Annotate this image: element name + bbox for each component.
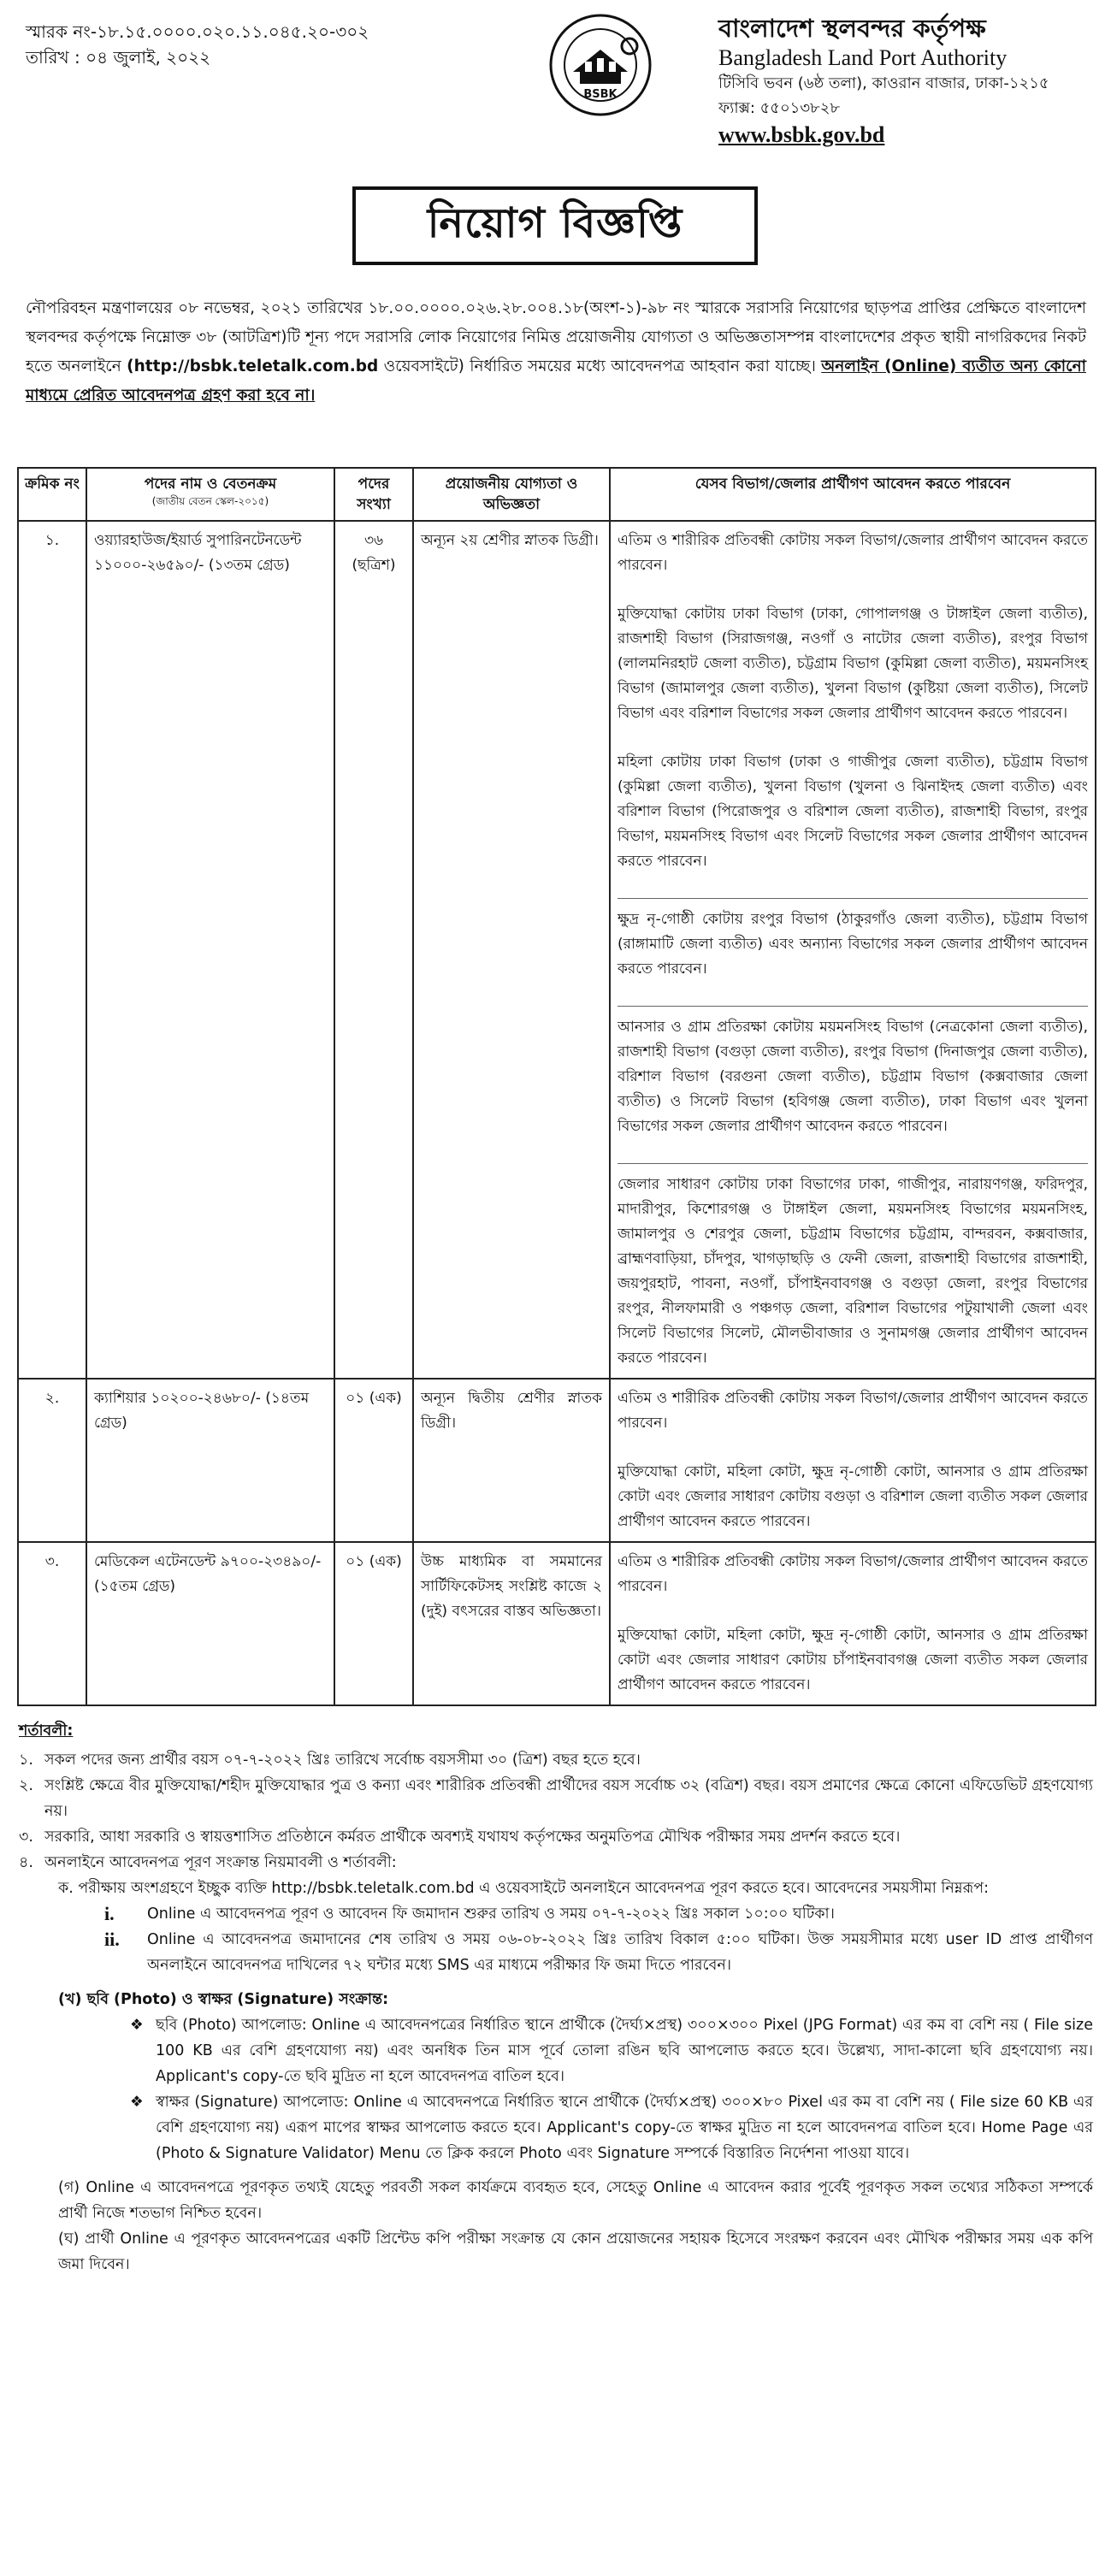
term-item — [19, 1824, 1093, 1850]
table-row — [18, 521, 1096, 1379]
district-paragraph: এতিম ও শারীরিক প্রতিবন্ধী কোটায় সকল বিভাগ/জেলার প্রার্থীগণ আবেদন করতে পারবেন। — [618, 1553, 1088, 1595]
cell-count: ০১ (এক) — [334, 1379, 413, 1542]
cell-serial: ৩. — [18, 1542, 86, 1705]
deadline-text: Online এ আবেদনপত্র পূরণ ও আবেদন ফি জমাদান শুরুর তারিখ ও সময় ০৭-৭-২০২২ খ্রিঃ সকাল ১০:০০ ঘটিকা। — [147, 1905, 835, 1923]
intro-text-2: ওয়েবসাইটে) নির্ধারিত সময়ের মধ্যে আবেদনপত্র আহবান করা যাচ্ছে। — [378, 357, 822, 375]
cell-districts — [610, 1379, 1096, 1542]
term-number: ৩. — [19, 1829, 33, 1846]
term-item — [19, 1850, 1093, 1876]
signature-rule-text: স্বাক্ষর (Signature) আপলোড: Online এ আবেদনপত্রে নির্ধারিত স্থানে প্রার্থীকে (দৈর্ঘ্য×প্রস্থ) ৩০০×৮০ Pixel এর কম বা বেশি নয় ( File size 60 KB এর বেশি গ্রহণযোগ্য নয়) এরূপ মাপের স্বাক্ষর আপলোড করতে হবে। Applicant's copy-তে স্বাক্ষর মুদ্রিত না হলে আবেদনপত্র বাতিল হবে। Home Page এর (Photo & Signature Validator) Menu তে ক্লিক করলে Photo এবং Signature সম্পর্কে বিস্তারিত নির্দেশনা পাওয়া যাবে। — [156, 2094, 1093, 2162]
term-text: সকল পদের জন্য প্রার্থীর বয়স ০৭-৭-২০২২ খ্রিঃ তারিখে সর্বোচ্চ বয়সসীমা ৩০ (ত্রিশ) বছর হতে হবে। — [44, 1752, 641, 1769]
district-paragraph: মুক্তিযোদ্ধা কোটা, মহিলা কোটা, ক্ষুদ্র নৃ-গোষ্ঠী কোটা, আনসার ও গ্রাম প্রতিরক্ষা কোটা এবং জেলার সাধারণ কোটায় চাঁপাইনবাবগঞ্জ জেলা ব্যতীত সকল জেলার প্রার্থীগণ আবেদন করতে পারবেন। — [618, 1627, 1088, 1693]
cell-districts — [610, 521, 1096, 1379]
memo-block — [26, 19, 369, 70]
district-paragraph: মুক্তিযোদ্ধা কোটায় ঢাকা বিভাগ (ঢাকা, গোপালগঞ্জ ও টাঙ্গাইল জেলা ব্যতীত), রাজশাহী বিভাগ (সিরাজগঞ্জ, নওগাঁ ও নাটোর জেলা ব্যতীত), রংপুর বিভাগ (লালমনিরহাট জেলা ব্যতীত), চট্টগ্রাম বিভাগ (কুমিল্লা জেলা ব্যতীত), ময়মনসিংহ বিভাগ (জামালপুর জেলা ব্যতীত), খুলনা বিভাগ (কুষ্টিয়া জেলা ব্যতীত), সিলেট বিভাগ এবং বরিশাল বিভাগের সকল জেলার প্রার্থীগণ আবেদন করতে পারবেন। — [618, 606, 1088, 722]
application-link[interactable]: (http://bsbk.teletalk.com.bd — [127, 357, 379, 375]
memo-date: তারিখ : ০৪ জুলাই, ২০২২ — [26, 47, 211, 68]
cell-qualification: উচ্চ মাধ্যমিক বা সমমানের সার্টিফিকেটসহ সংশ্লিষ্ট কাজে ২ (দুই) বৎসরের বাস্তব অভিজ্ঞতা। — [413, 1542, 610, 1705]
header-qualification: প্রয়োজনীয় যোগ্যতা ও অভিজ্ঞতা — [413, 468, 610, 521]
cell-count: ৩৬ (ছত্রিশ) — [334, 521, 413, 1379]
table-row — [18, 1542, 1096, 1705]
term-sub-gha: (ঘ) প্রার্থী Online এ পূরণকৃত আবেদনপত্রের একটি প্রিন্টেড কপি পরীক্ষা সংক্রান্ত যে কোন প্রয়োজনের সহায়ক হিসেবে সংরক্ষণ করবেন এবং মৌখিক পরীক্ষার সময় এক কপি জমা দিবেন। — [58, 2230, 1093, 2273]
deadline-item — [19, 1927, 1093, 1978]
intro-text: নৌপরিবহন মন্ত্রণালয়ের ০৮ নভেম্বর, ২০২১ তারিখের ১৮.০০.০০০০.০২৬.২৮.০০৪.১৮(অংশ-১)-৯৮ নং স্মারকে সরাসরি নিয়োগের ছাড়পত্র প্রাপ্তির প্রেক্ষিতে বাংলাদেশ স্থলবন্দর কর্তৃপক্ষে নিম্নোক্ত ৩৮ (আটত্রিশ)টি শূন্য পদে সরাসরি লোক নিয়োগের নিমিত্ত প্রয়োজনীয় যোগ্যতা ও অভিজ্ঞতাসম্পন্ন বাংলাদেশের প্রকৃত স্থায়ী নাগরিকদের নিকট হতে অনলাইনে — [26, 299, 1086, 375]
online-only-note: অনলাইন (Online) ব্যতীত অন্য কোনো মাধ্যমে প্রেরিত আবেদনপত্র গ্রহণ করা হবে না। — [26, 357, 1086, 405]
org-website-link[interactable]: www.bsbk.gov.bd — [718, 122, 885, 147]
roman-number: ii. — [104, 1929, 120, 1950]
term-item — [19, 1747, 1093, 1773]
cell-count: ০১ (এক) — [334, 1542, 413, 1705]
cell-serial: ২. — [18, 1379, 86, 1542]
term-number: ৪. — [19, 1854, 33, 1871]
deadline-item — [19, 1901, 1093, 1927]
cell-post: মেডিকেল এটেনডেন্ট ৯৭০০-২৩৪৯০/- (১৫তম গ্রেড) — [86, 1542, 334, 1705]
intro-paragraph — [26, 294, 1086, 411]
diamond-bullet-icon: ❖ — [130, 2017, 144, 2034]
organization-block — [718, 12, 1095, 149]
photo-rule-text: ছবি (Photo) আপলোড: Online এ আবেদনপত্রের নির্ধারিত স্থানে প্রার্থীকে (দৈর্ঘ্য×প্রস্থ) ৩০০×৩০০ Pixel (JPG Format) এর কম বা বেশি নয় ( File size 100 KB এর বেশি গ্রহণযোগ্য নয়) এবং অনধিক তিন মাস পূর্বে তোলা রঙিন ছবি আপলোড করতে হবে। উল্লেখ্য, সাদা-কালো ছবি গ্রহণযোগ্য নয়। Applicant's copy-তে ছবি মুদ্রিত না হলে আবেদনপত্র বাতিল হবে। — [156, 2017, 1093, 2085]
district-paragraph: এতিম ও শারীরিক প্রতিবন্ধী কোটায় সকল বিভাগ/জেলার প্রার্থীগণ আবেদন করতে পারবেন। — [618, 532, 1088, 574]
org-fax: ফ্যাক্স: ৫৫০১৩৮২৮ — [718, 99, 841, 117]
header-districts: যেসব বিভাগ/জেলার প্রার্থীগণ আবেদন করতে পারবেন — [610, 468, 1096, 521]
org-name-bangla: বাংলাদেশ স্থলবন্দর কর্তৃপক্ষ — [718, 14, 986, 43]
cell-post: ওয়্যারহাউজ/ইয়ার্ড সুপারিনটেনডেন্ট ১১০০০-২৬৫৯০/- (১৩তম গ্রেড) — [86, 521, 334, 1379]
term-number: ২. — [19, 1777, 33, 1794]
notice-title: নিয়োগ বিজ্ঞপ্তি — [427, 198, 683, 247]
notice-title-box — [352, 186, 758, 265]
cell-post: ক্যাশিয়ার ১০২০০-২৪৬৮০/- (১৪তম গ্রেড) — [86, 1379, 334, 1542]
table-header-row — [18, 468, 1096, 521]
header-post-label: পদের নাম ও বেতনক্রম — [144, 476, 277, 493]
term-text: সংশ্লিষ্ট ক্ষেত্রে বীর মুক্তিযোদ্ধা/শহীদ মুক্তিযোদ্ধার পুত্র ও কন্যা এবং শারীরিক প্রতিবন্ধী প্রার্থীদের বয়স সর্বোচ্চ ৩২ (বত্রিশ) বছর। বয়স প্রমাণের ক্ষেত্রে কোনো এফিডেভিট গ্রহণযোগ্য নয়। — [44, 1777, 1093, 1820]
header-serial: ক্রমিক নং — [18, 468, 86, 521]
district-paragraph: জেলার সাধারণ কোটায় ঢাকা বিভাগের ঢাকা, গাজীপুর, নারায়ণগঞ্জ, ফরিদপুর, মাদারীপুর, কিশোরগঞ্জ ও টাঙ্গাইল জেলা, ময়মনসিংহ বিভাগের ময়মনসিংহ, জামালপুর ও শেরপুর জেলা, চট্টগ্রাম বিভাগের চট্টগ্রাম, বান্দরবন, কক্সবাজার, ব্রাহ্মণবাড়িয়া, চাঁদপুর, খাগড়াছড়ি ও ফেনী জেলা, রাজশাহী বিভাগের রাজশাহী, জয়পুরহাট, পাবনা, নওগাঁ, চাঁপাইনবাবগঞ্জ ও বগুড়া জেলা, রংপুর বিভাগের রংপুর, নীলফামারী ও পঞ্চগড় জেলা, বরিশাল বিভাগের পটুয়াখালী জেলা এবং সিলেট বিভাগের সিলেট, মৌলভীবাজার ও সুনামগঞ্জ জেলার প্রার্থীগণ আবেদন করতে পারবেন। — [618, 1163, 1088, 1371]
cell-qualification: অন্যূন ২য় শ্রেণীর স্নাতক ডিগ্রী। — [413, 521, 610, 1379]
org-name-english: Bangladesh Land Port Authority — [718, 45, 1008, 70]
terms-heading: শর্তাবলী: — [19, 1722, 74, 1740]
bsbk-logo — [547, 12, 653, 118]
term-number: ১. — [19, 1752, 33, 1769]
terms-section — [19, 1718, 1093, 2278]
header-post — [86, 468, 334, 521]
header-count: পদের সংখ্যা — [334, 468, 413, 521]
photo-rule — [19, 2012, 1093, 2089]
bsbk-logo-icon — [547, 12, 653, 118]
term-sub-ga: (গ) Online এ আবেদনপত্রে পূরণকৃত তথ্যই যেহেতু পরবর্তী সকল কার্যক্রমে ব্যবহৃত হবে, সেহেতু Online এ আবেদন করার পূর্বেই পূরণকৃত সকল তথ্যের সঠিকতা সম্পর্কে প্রার্থী নিজে শতভাগ নিশ্চিত হবেন। — [58, 2179, 1093, 2222]
diamond-bullet-icon: ❖ — [130, 2094, 144, 2111]
cell-districts — [610, 1542, 1096, 1705]
district-paragraph: মুক্তিযোদ্ধা কোটা, মহিলা কোটা, ক্ষুদ্র নৃ-গোষ্ঠী কোটা, আনসার ও গ্রাম প্রতিরক্ষা কোটা এবং জেলার সাধারণ কোটায় বগুড়া ও বরিশাল জেলা ব্যতীত সকল জেলার প্রার্থীগণ আবেদন করতে পারবেন। — [618, 1463, 1088, 1530]
district-paragraph: ক্ষুদ্র নৃ-গোষ্ঠী কোটায় রংপুর বিভাগ (ঠাকুরগাঁও জেলা ব্যতীত), চট্টগ্রাম বিভাগ (রাঙ্গামাটি জেলা ব্যতীত) এবং অন্যান্য বিভাগের সকল জেলার প্রার্থীগণ আবেদন করতে পারবেন। — [618, 898, 1088, 982]
cell-serial: ১. — [18, 521, 86, 1379]
term-sub-ka: ক. পরীক্ষায় অংশগ্রহণে ইচ্ছুক ব্যক্তি http://bsbk.teletalk.com.bd এ ওয়েবসাইটে অনলাইনে আবেদনপত্র পূরণ করতে হবে। আবেদনের সময়সীমা নিম্নরূপ: — [58, 1880, 990, 1897]
term-text: সরকারি, আধা সরকারি ও স্বায়ত্তশাসিত প্রতিষ্ঠানে কর্মরত প্রার্থীকে অবশ্যই যথাযথ কর্তৃপক্ষের অনুমতিপত্র মৌখিক পরীক্ষার সময় প্রদর্শন করতে হবে। — [44, 1829, 901, 1846]
district-paragraph: আনসার ও গ্রাম প্রতিরক্ষা কোটায় ময়মনসিংহ বিভাগ (নেত্রকোনা জেলা ব্যতীত), রাজশাহী বিভাগ (বগুড়া জেলা ব্যতীত), রংপুর বিভাগ (দিনাজপুর জেলা ব্যতীত), বরিশাল বিভাগ (বরগুনা জেলা ব্যতীত), চট্টগ্রাম বিভাগ (কক্সবাজার জেলা ব্যতীত) ও সিলেট বিভাগ (হবিগঞ্জ জেলা ব্যতীত), ঢাকা বিভাগ এবং খুলনা বিভাগের সকল জেলার প্রার্থীগণ আবেদন করতে পারবেন। — [618, 1006, 1088, 1139]
roman-number: i. — [104, 1903, 115, 1924]
district-paragraph: মহিলা কোটায় ঢাকা বিভাগ (ঢাকা ও গাজীপুর জেলা ব্যতীত), চট্টগ্রাম বিভাগ (কুমিল্লা জেলা ব্যতীত), খুলনা বিভাগ (খুলনা ও ঝিনাইদহ জেলা ব্যতীত) এবং বরিশাল বিভাগ (পিরোজপুর ও বরিশাল জেলা ব্যতীত), রাজশাহী বিভাগ, রংপুর বিভাগ, ময়মনসিংহ বিভাগ এবং সিলেট বিভাগের সকল জেলার প্রার্থীগণ আবেদন করতে পারবেন। — [618, 753, 1088, 870]
photo-signature-heading: (খ) ছবি (Photo) ও স্বাক্ষর (Signature) সংক্রান্ত: — [58, 1991, 389, 2008]
org-address: টিসিবি ভবন (৬ষ্ঠ তলা), কাওরান বাজার, ঢাকা-১২১৫ — [718, 74, 1049, 92]
term-text: অনলাইনে আবেদনপত্র পূরণ সংক্রান্ত নিয়মাবলী ও শর্তাবলী: — [44, 1854, 397, 1871]
svg-text:BSBK: BSBK — [583, 88, 618, 101]
signature-rule — [19, 2089, 1093, 2166]
term-item — [19, 1773, 1093, 1824]
deadline-text: Online এ আবেদনপত্র জমাদানের শেষ তারিখ ও সময় ০৬-০৮-২০২২ খ্রিঃ তারিখ বিকাল ৫:০০ ঘটিকা। উক্ত সময়সীমার মধ্যে user ID প্রাপ্ত প্রার্থীগণ অনলাইনে আবেদনপত্র দাখিলের ৭২ ঘন্টার মধ্যে SMS এর মাধ্যমে পরীক্ষার ফি জমা দিতে পারবেন। — [147, 1931, 1093, 1974]
table-row — [18, 1379, 1096, 1542]
cell-qualification: অন্যূন দ্বিতীয় শ্রেণীর স্নাতক ডিগ্রী। — [413, 1379, 610, 1542]
district-paragraph: এতিম ও শারীরিক প্রতিবন্ধী কোটায় সকল বিভাগ/জেলার প্রার্থীগণ আবেদন করতে পারবেন। — [618, 1390, 1088, 1432]
vacancy-table — [17, 467, 1096, 1706]
memo-reference: স্মারক নং-১৮.১৫.০০০০.০২০.১১.০৪৫.২০-৩০২ — [26, 21, 369, 42]
header-post-sub: (জাতীয় বেতন স্কেল-২০১৫) — [151, 495, 269, 507]
